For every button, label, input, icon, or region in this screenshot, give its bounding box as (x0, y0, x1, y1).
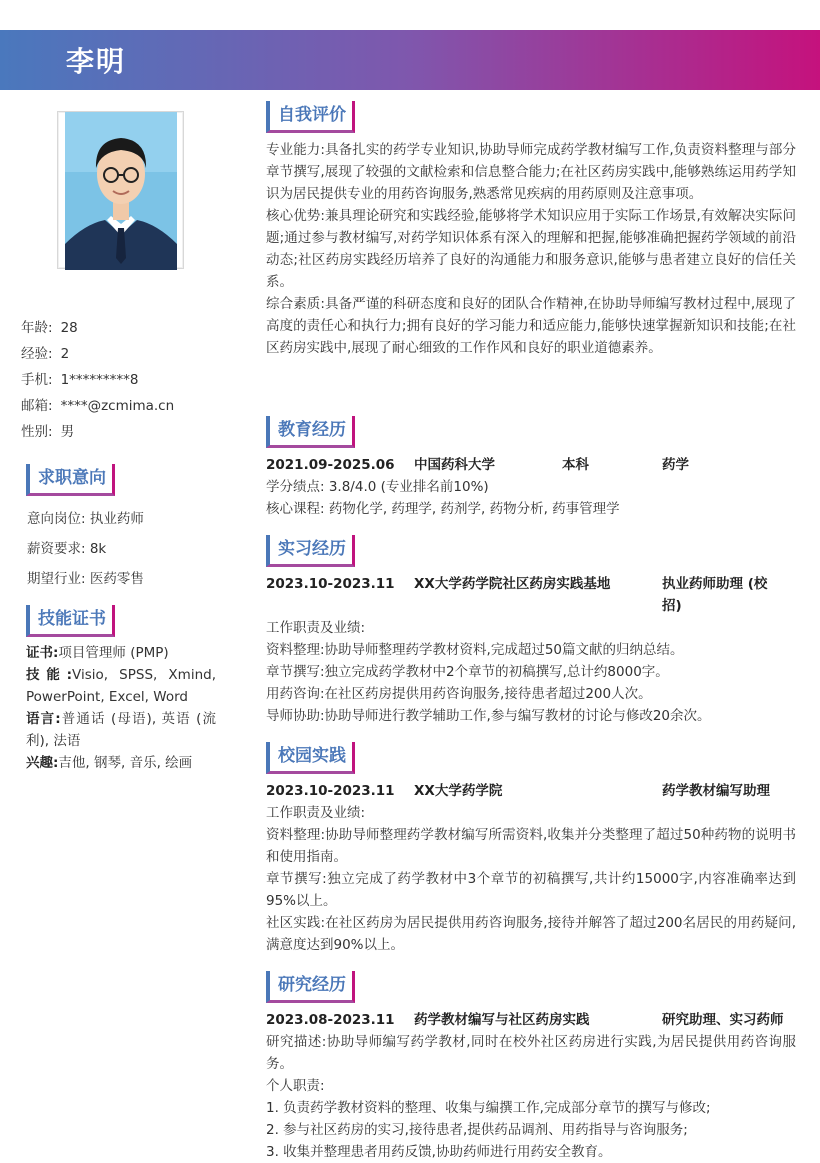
self-eval-paragraph: 综合素质:具备严谨的科研态度和良好的团队合作精神,在协助导师编写教材过程中,展现了高度的责任心和执行力;拥有良好的学习能力和适应能力,能够快速掌握新知识和技能;在社区药房实践中,展现了耐心细致的工作作风和良好的职业道德素养。 (266, 296, 796, 356)
basic-info-email: 邮箱: ****@zcmima.cn (21, 398, 175, 414)
job-intent-list (27, 508, 217, 598)
skills-list (26, 642, 216, 774)
campus-org: XX大学药学院 (414, 783, 503, 799)
internship-line: 资料整理:协助导师整理药学教材资料,完成超过50篇文献的归纳总结。 (266, 642, 684, 658)
job-intent-salary: 薪资要求: 8k (27, 541, 107, 557)
research-role: 研究助理、实习药师 (662, 1012, 784, 1028)
education-degree: 本科 (562, 457, 589, 473)
research-date: 2023.08-2023.11 (266, 1012, 395, 1028)
section-title-skills: 技能证书 (26, 605, 115, 637)
research-line: 个人职责: (266, 1078, 325, 1094)
campus-line: 社区实践:在社区药房为居民提供用药咨询服务,接待并解答了超过200名居民的用药疑问,满意度达到90%以上。 (266, 915, 796, 953)
education-major: 药学 (662, 457, 689, 473)
research-project: 药学教材编写与社区药房实践 (414, 1012, 590, 1028)
education-entry (266, 454, 796, 520)
campus-entry (266, 780, 796, 956)
internship-org: XX大学药学院社区药房实践基地 (414, 576, 611, 592)
basic-info-age: 年龄: 28 (21, 320, 78, 336)
basic-info-phone: 手机: 1*********8 (21, 372, 139, 388)
research-entry (266, 1009, 796, 1163)
job-intent-industry: 期望行业: 医药零售 (27, 571, 144, 587)
research-line: 2. 参与社区药房的实习,接待患者,提供药品调剂、用药指导与咨询服务; (266, 1122, 688, 1138)
education-head (266, 454, 796, 476)
research-line: 3. 收集并整理患者用药反馈,协助药师进行用药安全教育。 (266, 1144, 612, 1160)
research-line: 1. 负责药学教材资料的整理、收集与编撰工作,完成部分章节的撰写与修改; (266, 1100, 711, 1116)
internship-line: 工作职责及业绩: (266, 620, 366, 636)
research-line: 研究描述:协助导师编写药学教材,同时在校外社区药房进行实践,为居民提供用药咨询服务。 (266, 1034, 796, 1072)
basic-info (21, 318, 221, 448)
internship-entry (266, 573, 796, 727)
campus-date: 2023.10-2023.11 (266, 783, 395, 799)
skill-languages: 语言:普通话 (母语), 英语 (流利), 法语 (26, 711, 216, 749)
internship-line: 用药咨询:在社区药房提供用药咨询服务,接待患者超过200人次。 (266, 686, 652, 702)
internship-role: 执业药师助理 (校招) (662, 576, 768, 614)
self-eval-content (266, 139, 796, 359)
campus-head (266, 780, 796, 802)
campus-role: 药学教材编写助理 (662, 783, 770, 799)
campus-line: 资料整理:协助导师整理药学教材编写所需资料,收集并分类整理了超过50种药物的说明书和使用指南。 (266, 827, 796, 865)
basic-info-experience: 经验: 2 (21, 346, 70, 362)
section-title-self-eval: 自我评价 (266, 101, 355, 133)
self-eval-paragraph: 专业能力:具备扎实的药学专业知识,协助导师完成药学教材编写工作,负责资料整理与部分章节撰写,展现了较强的文献检索和信息整合能力;在社区药房实践中,能够熟练运用药学知识为居民提供专业的用药咨询服务,熟悉常见疾病的用药原则及注意事项。 (266, 142, 796, 202)
basic-info-gender: 性别: 男 (21, 424, 75, 440)
internship-line: 章节撰写:独立完成药学教材中2个章节的初稿撰写,总计约8000字。 (266, 664, 669, 680)
education-courses: 核心课程: 药物化学, 药理学, 药剂学, 药物分析, 药事管理学 (266, 501, 620, 517)
internship-head (266, 573, 796, 617)
section-title-campus: 校园实践 (266, 742, 355, 774)
campus-line: 工作职责及业绩: (266, 805, 366, 821)
avatar (65, 112, 177, 270)
internship-date: 2023.10-2023.11 (266, 576, 395, 592)
internship-line: 导师协助:协助导师进行教学辅助工作,参与编写教材的讨论与修改20余次。 (266, 708, 711, 724)
section-title-education: 教育经历 (266, 416, 355, 448)
research-head (266, 1009, 796, 1031)
skill-hobbies: 兴趣:吉他, 钢琴, 音乐, 绘画 (26, 755, 193, 771)
section-title-job-intent: 求职意向 (26, 464, 115, 496)
section-title-research: 研究经历 (266, 971, 355, 1003)
skill-cert: 证书:项目管理师 (PMP) (26, 645, 169, 661)
job-intent-position: 意向岗位: 执业药师 (27, 511, 144, 527)
education-gpa: 学分绩点: 3.8/4.0 (专业排名前10%) (266, 479, 489, 495)
profile-photo (57, 111, 184, 269)
education-date: 2021.09-2025.06 (266, 457, 395, 473)
self-eval-paragraph: 核心优势:兼具理论研究和实践经验,能够将学术知识应用于实际工作场景,有效解决实际问题;通过参与教材编写,对药学知识体系有深入的理解和把握,能够准确把握药学领域的前沿动态;社区药房实践经历培养了良好的沟通能力和服务意识,能够与患者建立良好的信任关系。 (266, 208, 796, 290)
section-title-internship: 实习经历 (266, 535, 355, 567)
skill-tools: 技能:Visio, SPSS, Xmind, PowerPoint, Excel, Word (26, 667, 216, 705)
education-school: 中国药科大学 (414, 457, 495, 473)
campus-line: 章节撰写:独立完成了药学教材中3个章节的初稿撰写,共计约15000字,内容准确率达到95%以上。 (266, 871, 796, 909)
candidate-name: 李明 (66, 45, 127, 78)
